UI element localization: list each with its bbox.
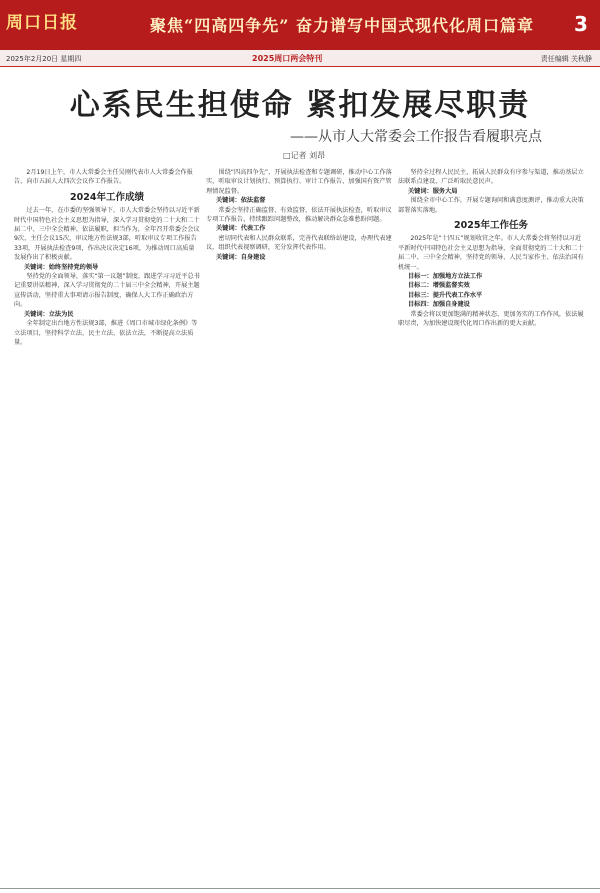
keyword-heading: 关键词：自身建设: [216, 253, 266, 261]
section-title-2024: 2024年工作成绩: [70, 191, 144, 203]
info-bar: [0, 50, 600, 67]
keyword-heading: 关键词：代表工作: [216, 225, 266, 233]
article-byline: □记者 刘昂: [283, 151, 326, 160]
keyword-heading: 关键词：服务大局: [408, 187, 458, 195]
masthead-title: 周口日报: [6, 13, 78, 33]
issue-date: 2025年2月20日 星期四: [6, 55, 82, 63]
body-paragraph: 围绕全市中心工作，开展专题询问和满意度测评，推动重大决策部署落实落地。: [398, 197, 584, 214]
body-paragraph: 全年制定出台地方性法规3部，推进《周口市城市绿化条例》等立法项目，坚持科学立法、民主立法、依法立法，不断提高立法质量。: [14, 320, 198, 346]
special-edition-title: 2025周口两会特刊: [252, 54, 323, 63]
body-paragraph: 常委会坚持正确监督、有效监督，依法开展执法检查，听取审议专项工作报告，持续跟踪问题整改，推动解决群众急难愁盼问题。: [206, 206, 392, 224]
bottom-rule: [0, 888, 600, 889]
article-headline: 心系民生担使命 紧扣发展尽职责: [69, 88, 531, 123]
masthead-banner: [0, 0, 600, 50]
body-paragraph: 围绕“四高四争先”，开展执法检查和专题调研，推动中心工作落实，听取审议计划执行、预算执行、审计工作报告，加强国有资产管理情况监督。: [206, 169, 392, 195]
task-paragraph: 2025年是“十四五”规划收官之年。市人大常委会将坚持以习近平新时代中国特色社会主义思想为指导，全面贯彻党的二十大和二十届二中、三中全会精神，坚持党的领导、人民当家作主、依法治国有机统一。: [398, 235, 584, 271]
section-title-2025: 2025年工作任务: [454, 220, 528, 232]
task-paragraph: 常委会将以更加饱满的精神状态、更加务实的工作作风，依法履职尽责，为加快建设现代化周口作出新的更大贡献。: [398, 310, 584, 328]
body-paragraph: 过去一年，在市委的坚强领导下，市人大常委会坚持以习近平新时代中国特色社会主义思想为指导，深入学习贯彻党的二十大和二十届二中、三中全会精神，依法履职，担当作为，全年召开常委会会议9次，主任会议15次，审议地方性法规3部，听取审议专项工作报告33项，开展执法检查9项，作出决议决定16项，为推动周口高质量发展作出了积极贡献。: [14, 207, 200, 262]
article-column-2: [206, 168, 392, 888]
article-subheadline: ——从市人大常委会工作报告看履职亮点: [290, 129, 542, 145]
keyword-heading: 关键词：始终坚持党的领导: [24, 263, 99, 271]
article-column-3: [398, 168, 584, 888]
task-goal: 目标四：加强自身建设: [408, 301, 470, 309]
page-number: 3: [574, 12, 588, 36]
keyword-heading: 关键词：立法为民: [24, 310, 74, 318]
task-goal: 目标一：加强地方立法工作: [408, 273, 483, 281]
intro-paragraph: 2月19日上午，市人大常委会主任吴刚代表市人大常委会作报告，向市五届人大四次会议作工作报告。: [14, 169, 193, 186]
article-column-1: [14, 168, 200, 888]
task-goal: 目标三：提升代表工作水平: [408, 291, 483, 299]
task-goal: 目标二：增强监督实效: [408, 282, 470, 290]
body-paragraph: 坚持党的全面领导，落实“第一议题”制度，跟进学习习近平总书记重要讲话精神，深入学习贯彻党的二十届三中全会精神，开展主题宣传活动，坚持重大事项请示报告制度，确保人大工作正确政治方向。: [14, 273, 200, 309]
editor-credit: 责任编辑 关秋静: [540, 55, 592, 63]
keyword-heading: 关键词：依法监督: [216, 197, 266, 205]
body-paragraph: 密切同代表和人民群众联系，完善代表联络站建设，办理代表建议，组织代表视察调研，充分发挥代表作用。: [206, 234, 392, 252]
banner-slogan: 聚焦“四高四争先” 奋力谱写中国式现代化周口篇章: [150, 16, 534, 35]
body-paragraph: 坚持全过程人民民主，拓展人民群众有序参与渠道，推动基层立法联系点建设，广泛听取民意民声。: [398, 169, 584, 186]
